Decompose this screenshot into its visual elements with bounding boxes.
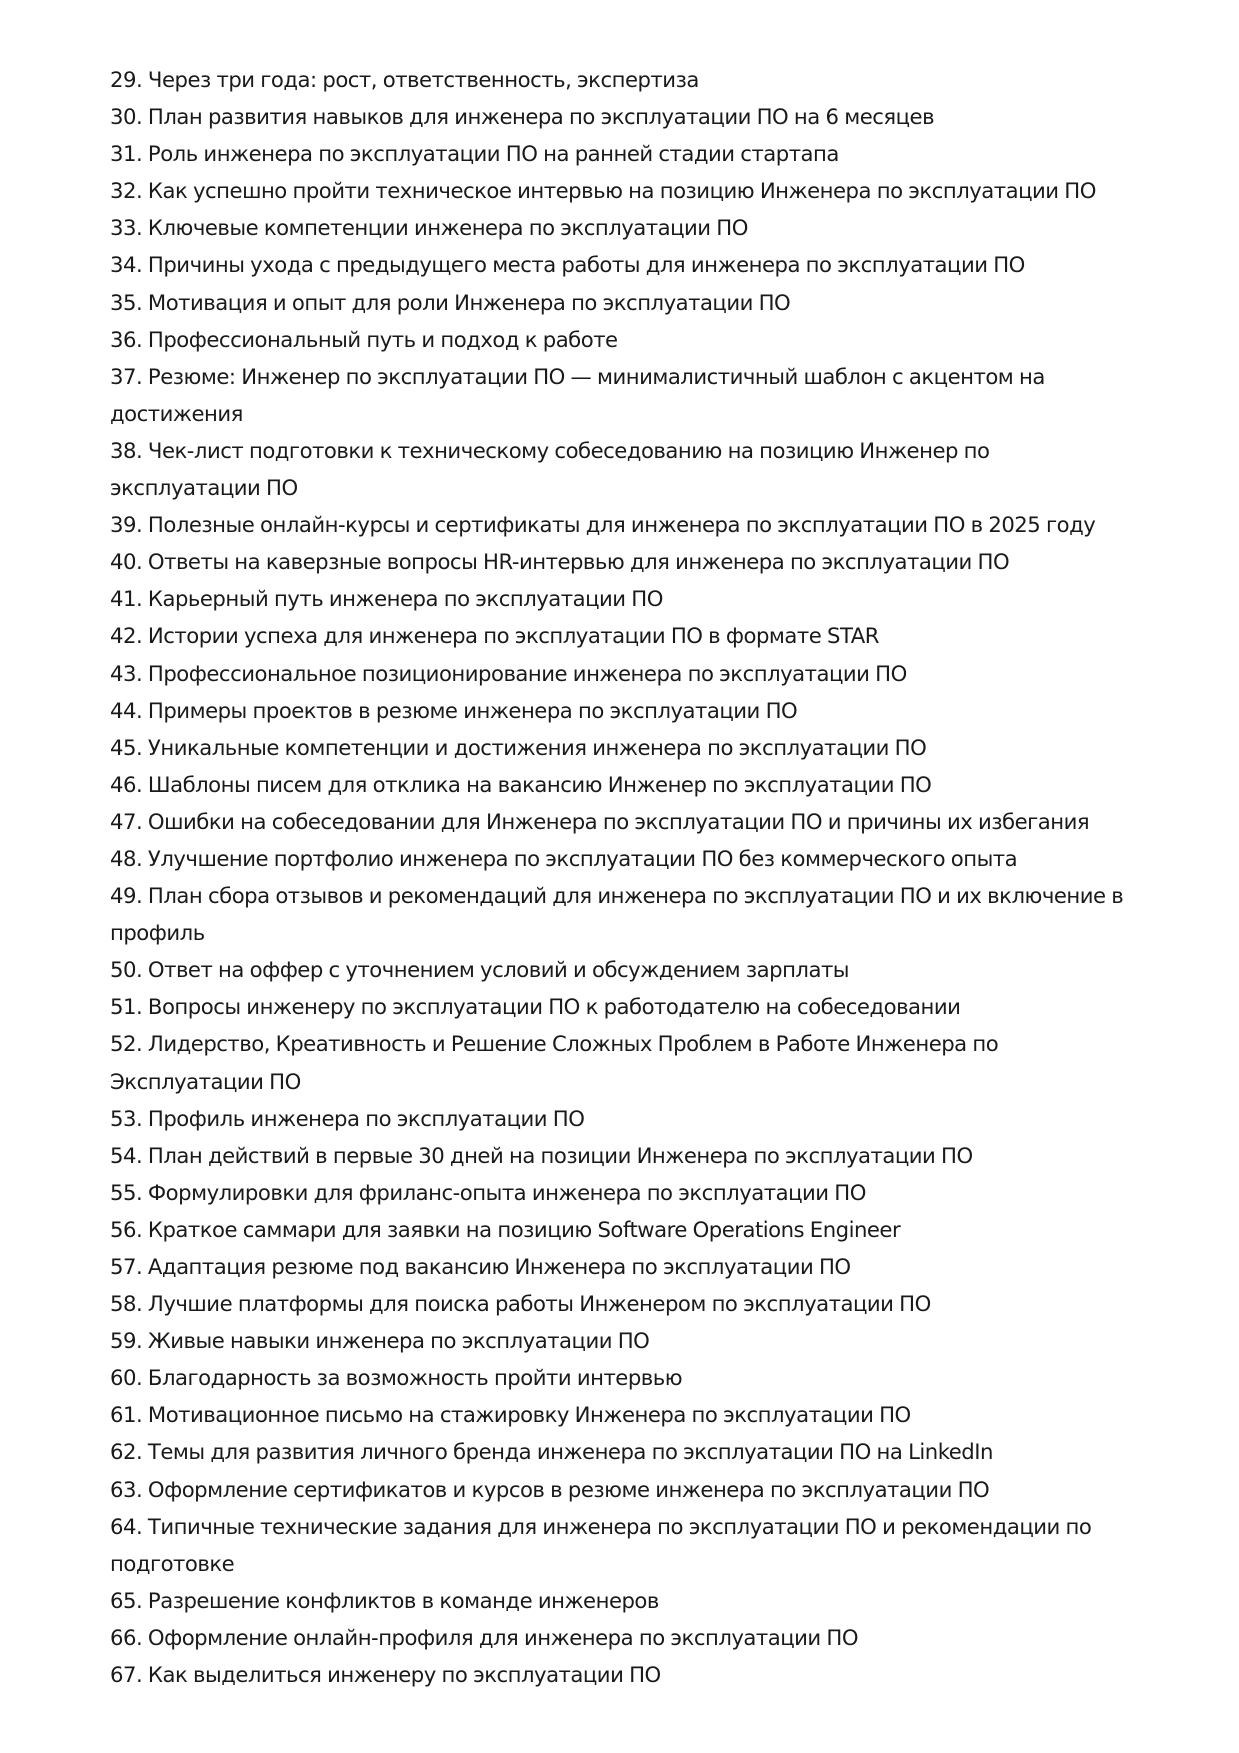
list-item: 49. План сбора отзывов и рекомендаций для инженера по эксплуатации ПО и их включение в профиль xyxy=(110,883,1124,946)
list-item: 60. Благодарность за возможность пройти интервью xyxy=(110,1365,683,1391)
list-item: 65. Разрешение конфликтов в команде инженеров xyxy=(110,1587,659,1613)
list-item: 38. Чек-лист подготовки к техническому собеседованию на позицию Инженер по эксплуатации ПО xyxy=(110,437,990,501)
list-item: 58. Лучшие платформы для поиска работы Инженером по эксплуатации ПО xyxy=(110,1291,931,1317)
list-item: 53. Профиль инженера по эксплуатации ПО xyxy=(110,1105,585,1131)
list-item: 59. Живые навыки инженера по эксплуатации ПО xyxy=(110,1328,650,1354)
list-item: 51. Вопросы инженеру по эксплуатации ПО к работодателю на собеседовании xyxy=(110,994,961,1020)
list-item: 64. Типичные технические задания для инженера по эксплуатации ПО и рекомендации по подготовке xyxy=(110,1513,1092,1576)
list-item: 45. Уникальные компетенции и достижения инженера по эксплуатации ПО xyxy=(110,734,927,760)
list-item: 62. Темы для развития личного бренда инженера по эксплуатации ПО на LinkedIn xyxy=(110,1439,993,1465)
list-item: 63. Оформление сертификатов и курсов в резюме инженера по эксплуатации ПО xyxy=(110,1476,990,1502)
list-item: 41. Карьерный путь инженера по эксплуатации ПО xyxy=(110,586,663,612)
list-item: 36. Профессиональный путь и подход к работе xyxy=(110,326,618,352)
list-item: 40. Ответы на каверзные вопросы HR-интервью для инженера по эксплуатации ПО xyxy=(110,549,1010,575)
list-item: 46. Шаблоны писем для отклика на вакансию Инженер по эксплуатации ПО xyxy=(110,771,932,797)
topic-list xyxy=(110,61,1140,1693)
list-item: 44. Примеры проектов в резюме инженера по эксплуатации ПО xyxy=(110,697,798,723)
list-item: 42. Истории успеха для инженера по эксплуатации ПО в формате STAR xyxy=(110,623,879,649)
list-item: 52. Лидерство, Креативность и Решение Сложных Проблем в Работе Инженера по Эксплуатации ПО xyxy=(110,1031,999,1094)
list-item: 34. Причины ухода с предыдущего места работы для инженера по эксплуатации ПО xyxy=(110,252,1025,278)
list-item: 57. Адаптация резюме под вакансию Инженера по эксплуатации ПО xyxy=(110,1254,851,1279)
list-item: 31. Роль инженера по эксплуатации ПО на ранней стадии стартапа xyxy=(110,141,839,167)
list-item: 61. Мотивационное письмо на стажировку Инженера по эксплуатации ПО xyxy=(110,1402,911,1428)
list-item: 30. План развития навыков для инженера по эксплуатации ПО на 6 месяцев xyxy=(110,104,935,130)
list-item: 32. Как успешно пройти техническое интервью на позицию Инженера по эксплуатации ПО xyxy=(110,178,1096,204)
list-item: 54. План действий в первые 30 дней на позиции Инженера по эксплуатации ПО xyxy=(110,1142,973,1168)
list-item: 43. Профессиональное позиционирование инженера по эксплуатации ПО xyxy=(110,660,907,686)
list-item: 55. Формулировки для фриланс-опыта инженера по эксплуатации ПО xyxy=(110,1179,866,1205)
list-item: 35. Мотивация и опыт для роли Инженера по эксплуатации ПО xyxy=(110,289,791,315)
list-item: 66. Оформление онлайн-профиля для инженера по эксплуатации ПО xyxy=(110,1624,859,1650)
list-item: 47. Ошибки на собеседовании для Инженера по эксплуатации ПО и причины их избегания xyxy=(110,808,1090,834)
list-item: 33. Ключевые компетенции инженера по эксплуатации ПО xyxy=(110,215,748,241)
list-item: 56. Краткое саммари для заявки на позицию Software Operations Engineer xyxy=(110,1216,901,1242)
list-item: 37. Резюме: Инженер по эксплуатации ПО — минималистичный шаблон с акцентом на достижения xyxy=(110,363,1045,426)
document-page xyxy=(110,61,1140,1693)
list-item: 48. Улучшение портфолио инженера по эксплуатации ПО без коммерческого опыта xyxy=(110,845,1018,871)
list-item: 67. Как выделиться инженеру по эксплуатации ПО xyxy=(110,1662,661,1688)
list-item: 29. Через три года: рост, ответственность, экспертиза xyxy=(110,67,699,92)
list-item: 39. Полезные онлайн-курсы и сертификаты для инженера по эксплуатации ПО в 2025 году xyxy=(110,512,1096,538)
list-item: 50. Ответ на оффер с уточнением условий и обсуждением зарплаты xyxy=(110,957,850,983)
